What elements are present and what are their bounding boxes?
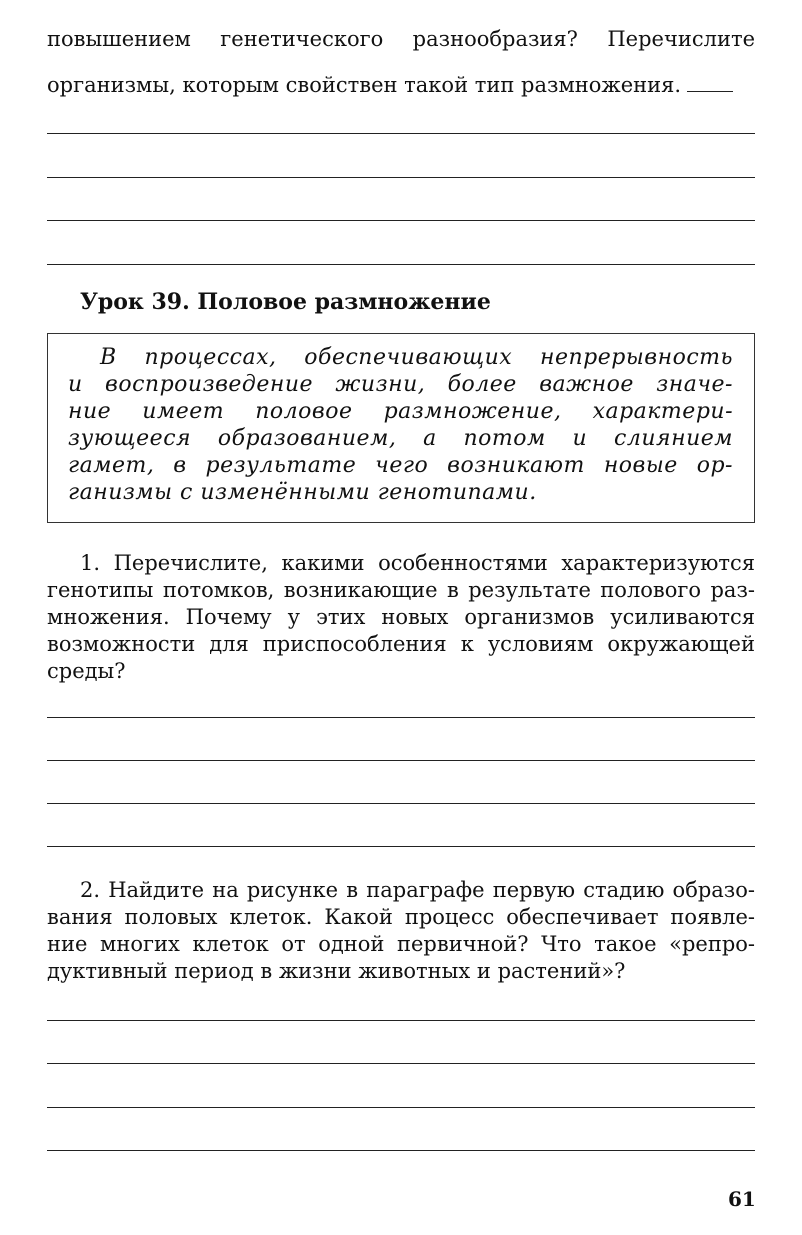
q1-line: 1. Перечислите, какими особенностями характеризуются	[80, 551, 755, 575]
box-line: и воспроизведение жизни, более важное значе-	[68, 372, 733, 397]
q1-line: генотипы потомков, возникающие в результате полового раз-	[47, 578, 755, 602]
answer-line[interactable]	[47, 1150, 755, 1151]
answer-line[interactable]	[47, 760, 755, 761]
intro-line-2-wrap	[47, 72, 755, 99]
box-line: ние имеет половое размножение, характери-	[68, 399, 733, 424]
intro-line-2: организмы, которым свойствен такой тип размножения.	[47, 73, 682, 97]
answer-line[interactable]	[47, 846, 755, 847]
lesson-title: Урок 39. Половое размножение	[80, 289, 491, 315]
answer-line[interactable]	[47, 1063, 755, 1064]
intro-line-1: повышением генетического разнообразия? Перечислите	[47, 27, 755, 51]
box-line: В процессах, обеспечивающих непрерывность	[100, 345, 733, 370]
q1-line: множения. Почему у этих новых организмов усиливаются	[47, 605, 755, 629]
q1-line: среды?	[47, 659, 126, 683]
answer-line[interactable]	[47, 133, 755, 134]
q2-line: вания половых клеток. Какой процесс обеспечивает появле-	[47, 905, 755, 929]
q2-line: дуктивный период в жизни животных и растений»?	[47, 959, 626, 983]
page-number: 61	[728, 1187, 756, 1211]
key-idea-box	[47, 333, 755, 523]
q1-line: возможности для приспособления к условиям окружающей	[47, 632, 755, 656]
answer-line[interactable]	[47, 220, 755, 221]
answer-line[interactable]	[47, 177, 755, 178]
box-line: гамет, в результате чего возникают новые ор-	[68, 453, 733, 478]
answer-line[interactable]	[47, 1020, 755, 1021]
box-line: зующееся образованием, а потом и слиянием	[68, 426, 733, 451]
answer-line[interactable]	[47, 1107, 755, 1108]
q2-line: ние многих клеток от одной первичной? Что такое «репро-	[47, 932, 755, 956]
answer-inline-line[interactable]	[687, 91, 733, 92]
box-line: ганизмы с изменёнными генотипами.	[68, 480, 537, 505]
answer-line[interactable]	[47, 264, 755, 265]
answer-line[interactable]	[47, 717, 755, 718]
answer-line[interactable]	[47, 803, 755, 804]
q2-line: 2. Найдите на рисунке в параграфе первую стадию образо-	[80, 878, 755, 902]
